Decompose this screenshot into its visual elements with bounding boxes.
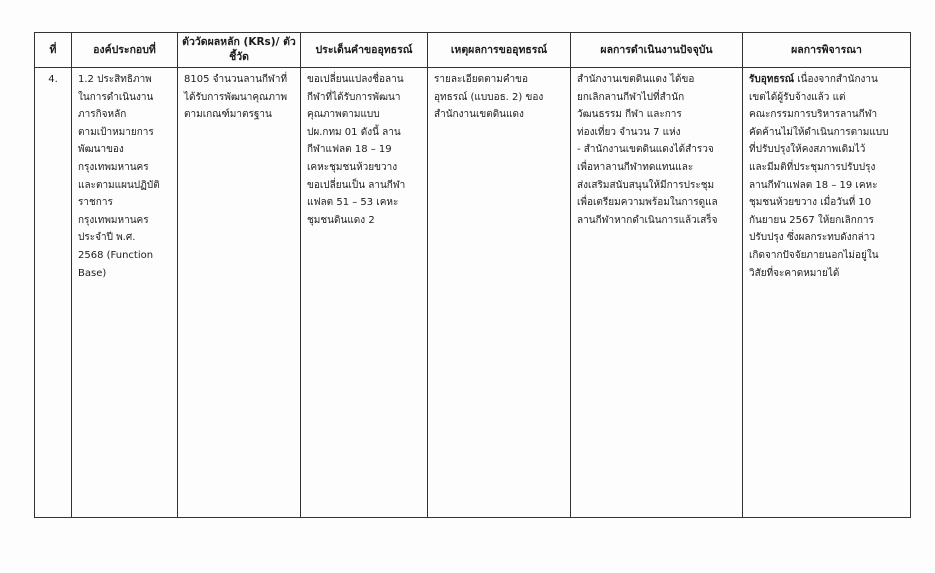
consideration-line: เกิดจากปัจจัยภายนอกไม่อยู่ใน <box>749 249 879 261</box>
kr-line: ได้รับการพัฒนาคุณภาพ <box>184 91 288 103</box>
current-result-line: ส่งเสริมสนับสนุนให้มีการประชุม <box>577 179 715 191</box>
component-line: พัฒนาของ <box>78 144 124 156</box>
kr-line: 8105 จำนวนลานกีฬาที่ <box>184 74 288 85</box>
consideration-line: ที่ปรับปรุงให้คงสภาพเดิมไว้ <box>749 144 866 156</box>
cell-no: 4. <box>35 68 72 518</box>
component-line: Base) <box>78 267 107 279</box>
table-header-row <box>35 33 911 68</box>
current-result-line: ท่องเที่ยว จำนวน 7 แห่ง <box>577 126 681 138</box>
appeal-issue-line: ขอเปลี่ยนแปลงชื่อลาน <box>307 74 404 85</box>
header-appeal-issue: ประเด็นคำขออุทธรณ์ <box>301 33 428 68</box>
cell-component <box>72 68 178 518</box>
header-no: ที่ <box>35 33 72 68</box>
consideration-line: กันยายน 2567 ให้ยกเลิกการ <box>749 214 874 226</box>
consideration-line: วิสัยที่จะคาดหมายได้ <box>749 267 840 279</box>
component-line: 1.2 ประสิทธิภาพ <box>78 74 152 85</box>
current-result-line: ยกเลิกลานกีฬาไปที่สำนัก <box>577 91 685 103</box>
component-line: 2568 (Function <box>78 249 154 261</box>
current-result-line: สำนักงานเขตดินแดง ได้ขอ <box>577 74 695 85</box>
component-line: ในการดำเนินงาน <box>78 91 154 103</box>
current-result-line: ลานกีฬาหากดำเนินการแล้วเสร็จ <box>577 214 718 226</box>
appeal-issue-line: กีฬาแฟลต 18 – 19 <box>307 144 392 156</box>
component-line: กรุงเทพมหานคร <box>78 161 149 173</box>
kr-line: ตามเกณฑ์มาตรฐาน <box>184 109 272 121</box>
current-result-line: - สำนักงานเขตดินแดงได้สำรวจ <box>577 144 714 156</box>
consideration-line: เขตได้ผู้รับจ้างแล้ว แต่ <box>749 91 846 103</box>
appeal-issue-line: ปผ.กทม 01 ดังนี้ ลาน <box>307 126 401 138</box>
current-result-line: เพื่อเตรียมความพร้อมในการดูแล <box>577 197 718 209</box>
appeal-issue-line: เคหะชุมชนห้วยขวาง <box>307 161 398 173</box>
component-line: และตามแผนปฏิบัติ <box>78 179 160 191</box>
cell-appeal-reason <box>428 68 571 518</box>
consideration-line: และมีมติที่ประชุมการปรับปรุง <box>749 161 876 173</box>
consideration-lead: รับอุทธรณ์ <box>749 74 795 85</box>
cell-consideration <box>743 68 911 518</box>
appeal-issue-line: ขอเปลี่ยนเป็น ลานกีฬา <box>307 179 406 191</box>
table-row <box>35 68 911 518</box>
cell-kr <box>178 68 301 518</box>
consideration-line: คณะกรรมการบริหารลานกีฬา <box>749 109 878 121</box>
consideration-line: ชุมชนห้วยขวาง เมื่อวันที่ 10 <box>749 197 872 209</box>
current-result-line: เพื่อหาลานกีฬาทดแทนและ <box>577 161 694 173</box>
header-current-result: ผลการดำเนินงานปัจจุบัน <box>571 33 743 68</box>
appeal-reason-line: อุทธรณ์ (แบบอธ. 2) ของ <box>434 91 544 103</box>
consideration-first-line <box>749 71 905 89</box>
current-result-line: วัฒนธรรม กีฬา และการ <box>577 109 682 121</box>
appeal-issue-line: คุณภาพตามแบบ <box>307 109 380 121</box>
appeal-issue-line: ชุมชนดินแดง 2 <box>307 214 375 226</box>
consideration-line: ปรับปรุง ซึ่งผลกระทบดังกล่าว <box>749 232 876 244</box>
component-line: ราชการ <box>78 197 113 209</box>
cell-appeal-issue <box>301 68 428 518</box>
component-line: ภารกิจหลัก <box>78 109 127 121</box>
header-kr: ตัววัดผลหลัก (KRs)/ ตัวชี้วัด <box>178 33 301 68</box>
component-line: ประจำปี พ.ศ. <box>78 232 136 244</box>
component-line: กรุงเทพมหานคร <box>78 214 149 226</box>
cell-current-result <box>571 68 743 518</box>
component-line: ตามเป้าหมายการ <box>78 126 154 138</box>
consideration-line: คัดค้านไม่ให้ดำเนินการตามแบบ <box>749 126 889 138</box>
header-appeal-reason: เหตุผลการขออุทธรณ์ <box>428 33 571 68</box>
appeal-table <box>34 32 911 518</box>
header-consideration: ผลการพิจารณา <box>743 33 911 68</box>
appeal-issue-line: กีฬาที่ได้รับการพัฒนา <box>307 91 401 103</box>
consideration-line: ลานกีฬาแฟลต 18 – 19 เคหะ <box>749 179 878 191</box>
appeal-reason-line: สำนักงานเขตดินแดง <box>434 109 524 121</box>
consideration-text: เนื่องจากสำนักงาน <box>794 74 878 85</box>
appeal-reason-line: รายละเอียดตามคำขอ <box>434 74 528 85</box>
header-component: องค์ประกอบที่ <box>72 33 178 68</box>
appeal-issue-line: แฟลต 51 – 53 เคหะ <box>307 197 399 209</box>
